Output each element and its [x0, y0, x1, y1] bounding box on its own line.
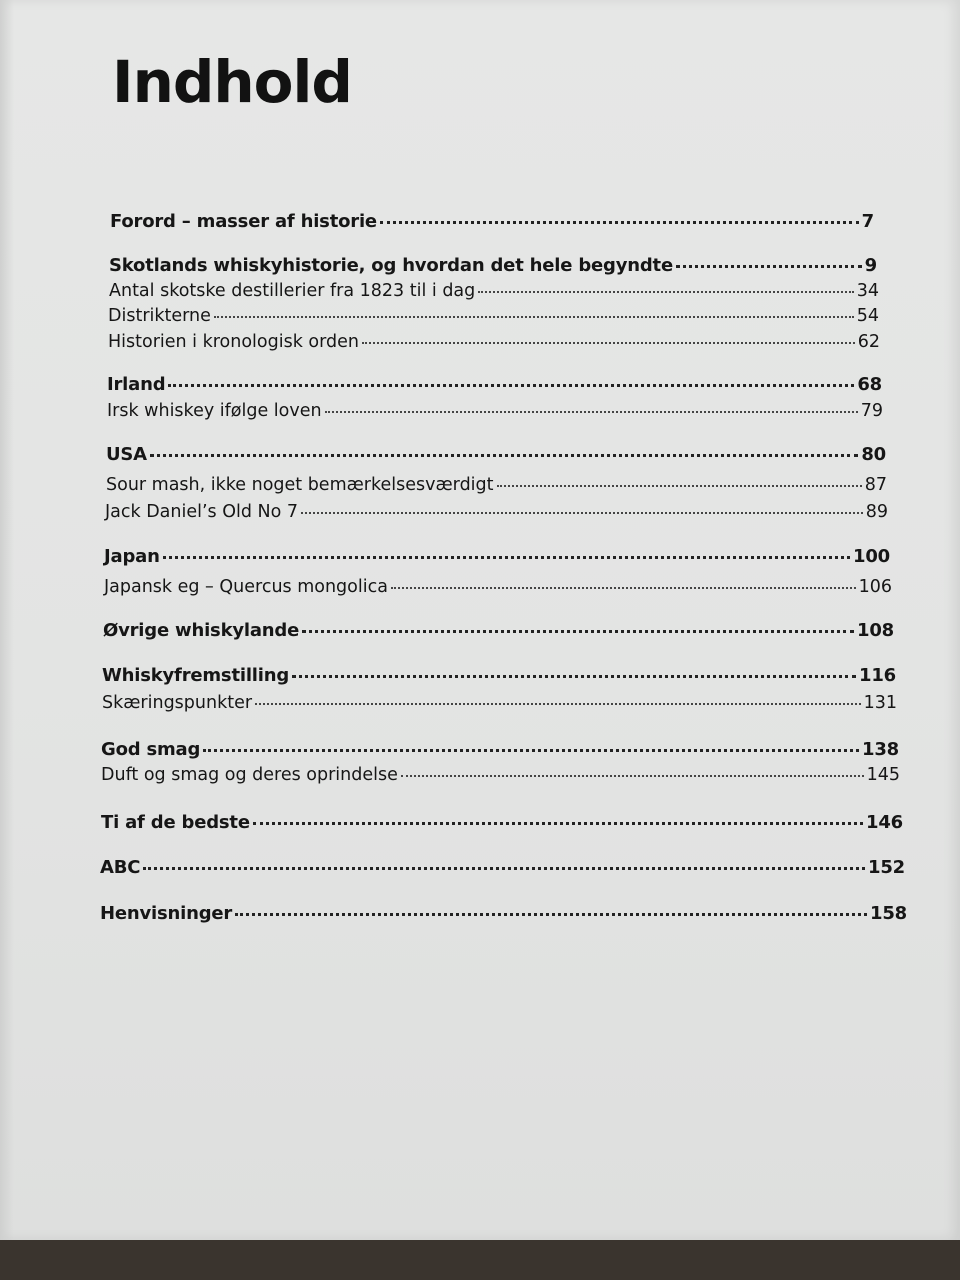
toc-entry	[106, 444, 886, 465]
toc-entry-page: 116	[859, 665, 896, 686]
dot-leader	[391, 587, 856, 589]
toc-entry-label: Henvisninger	[100, 903, 233, 924]
toc-entry-label: Øvrige whiskylande	[103, 620, 300, 641]
dot-leader	[478, 291, 853, 293]
toc-entry-label: Ti af de bedste	[101, 812, 250, 833]
page-title: Indhold	[112, 48, 352, 116]
toc-entry-page: 62	[857, 332, 880, 352]
toc-entry	[101, 739, 899, 760]
toc-entry-page: 100	[853, 546, 890, 567]
toc-entry-label: God smag	[101, 739, 201, 760]
toc-entry-page: 108	[857, 620, 894, 641]
dot-leader	[301, 512, 863, 514]
dot-leader	[676, 265, 862, 268]
toc-entry	[100, 903, 907, 924]
dot-leader	[235, 913, 867, 916]
toc-entry-label: Historien i kronologisk orden	[108, 332, 359, 352]
toc-entry-label: Forord – masser af historie	[110, 211, 377, 232]
toc-entry-label: Japansk eg – Quercus mongolica	[104, 577, 388, 597]
dot-leader	[168, 384, 854, 387]
dot-leader	[292, 675, 856, 678]
dot-leader	[497, 485, 862, 487]
dot-leader	[401, 775, 864, 777]
toc-entry-label: Sour mash, ikke noget bemærkelsesværdigt	[106, 475, 494, 495]
toc-entry-label: Japan	[104, 546, 160, 567]
toc-entry	[109, 255, 877, 276]
toc-subentry	[108, 332, 880, 352]
dot-leader	[362, 342, 855, 344]
toc-entry-page: 158	[870, 903, 907, 924]
dot-leader	[214, 316, 854, 318]
toc-subentry	[106, 475, 887, 495]
toc-entry-label: Skotlands whiskyhistorie, og hvordan det hele begyndte	[109, 255, 673, 276]
toc-entry	[103, 620, 894, 641]
toc-entry-label: Distrikterne	[108, 306, 211, 326]
dot-leader	[143, 867, 865, 870]
toc-entry-page: 34	[856, 281, 879, 301]
toc-entry-page: 138	[862, 739, 899, 760]
toc-subentry	[102, 693, 897, 713]
toc-entry-label: USA	[106, 444, 147, 465]
toc-entry-page: 9	[864, 255, 877, 276]
toc-entry-label: Antal skotske destillerier fra 1823 til i dag	[109, 281, 476, 301]
dot-leader	[203, 749, 859, 752]
toc-entry-label: Whiskyfremstilling	[102, 665, 290, 686]
dot-leader	[253, 822, 863, 825]
toc-entry-label: Skæringspunkter	[102, 693, 253, 713]
toc-entry-page: 79	[860, 401, 883, 421]
toc-entry-page: 145	[866, 765, 900, 785]
toc-subentry	[105, 502, 888, 522]
toc-entry-label: Duft og smag og deres oprindelse	[101, 765, 398, 785]
toc-entry-label: ABC	[100, 857, 141, 878]
dot-leader	[302, 630, 854, 633]
toc-entry-label: Irland	[107, 374, 166, 395]
toc-entry-page: 54	[856, 306, 879, 326]
toc-subentry	[107, 401, 883, 421]
toc-subentry	[101, 765, 900, 785]
toc-entry	[110, 211, 874, 232]
toc-entry-page: 106	[858, 577, 892, 597]
dot-leader	[380, 221, 859, 224]
toc-entry-label: Jack Daniel’s Old No 7	[105, 502, 299, 522]
toc-entry-page: 152	[868, 857, 905, 878]
toc-entry-page: 89	[865, 502, 888, 522]
toc-entry	[107, 374, 882, 395]
dot-leader	[255, 703, 861, 705]
toc-entry	[104, 546, 890, 567]
toc-entry-label: Irsk whiskey ifølge loven	[107, 401, 322, 421]
toc-entry-page: 131	[863, 693, 897, 713]
dot-leader	[163, 556, 850, 559]
toc-entry-page: 68	[857, 374, 882, 395]
toc-entry-page: 87	[864, 475, 887, 495]
toc-entry	[101, 812, 903, 833]
dot-leader	[325, 411, 858, 413]
toc-entry	[102, 665, 896, 686]
toc-entry-page: 146	[866, 812, 903, 833]
toc-entry-page: 80	[861, 444, 886, 465]
toc-subentry	[109, 281, 879, 301]
dot-leader	[150, 454, 858, 457]
toc-entry	[100, 857, 905, 878]
toc-subentry	[108, 306, 879, 326]
toc-entry-page: 7	[861, 211, 874, 232]
toc-subentry	[104, 577, 892, 597]
